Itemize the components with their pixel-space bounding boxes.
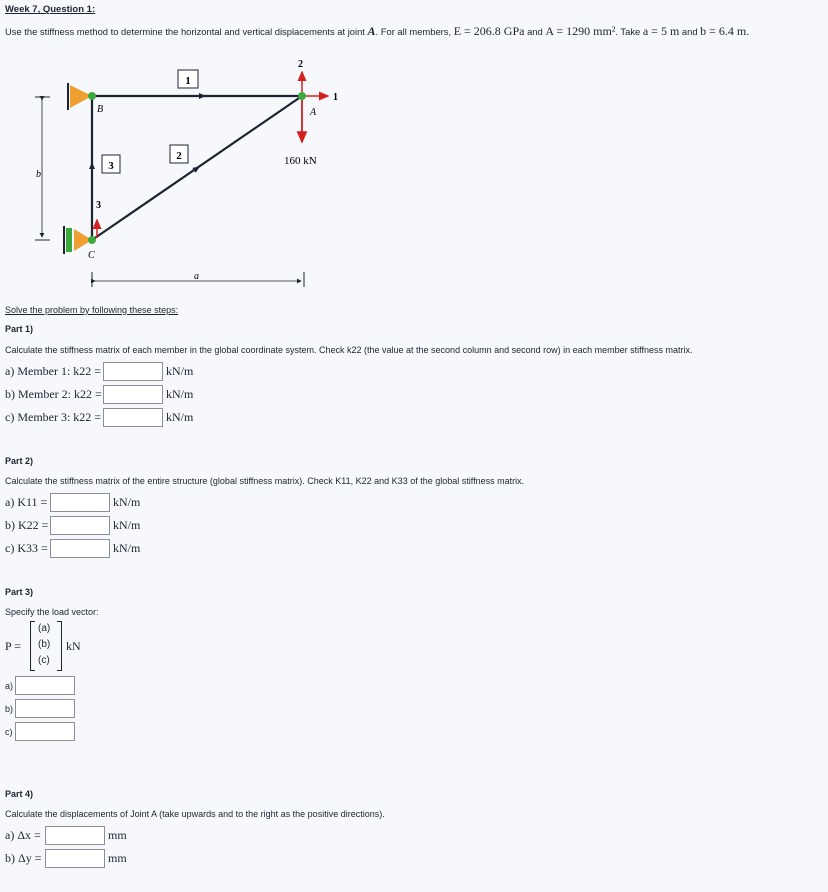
part3-c-label: c) <box>5 727 13 737</box>
part4-b-unit: mm <box>108 851 127 865</box>
part1-heading: Part 1) <box>5 324 34 334</box>
part3-b-input[interactable] <box>15 699 75 718</box>
part3-b-label: b) <box>5 704 14 714</box>
part1-b-input[interactable] <box>103 385 163 404</box>
load-vector-lhs: P = <box>5 639 21 653</box>
part3-c-input[interactable] <box>15 722 75 741</box>
joint-c-label: C <box>88 250 95 261</box>
part2-c-unit: kN/m <box>113 541 141 555</box>
part2-c-input[interactable] <box>50 539 110 558</box>
part4-text: Calculate the displacements of Joint A (take upwards and to the right as the positive directions). <box>5 809 385 819</box>
dim-b-label: b <box>36 169 41 180</box>
part2-b-input[interactable] <box>50 516 110 535</box>
dof-2-label: 2 <box>298 59 303 70</box>
part2-b-label: b) K22 = <box>5 518 49 532</box>
part3-a-label: a) <box>5 681 14 691</box>
part2-a-unit: kN/m <box>113 495 141 509</box>
question-intro: Use the stiffness method to determine the horizontal and vertical displacements at joint A. For all members, E = 206.8 GPa and A = 1290 mm². Take a = 5 m and b = 6.4 m. <box>5 24 750 38</box>
member-2-label: 2 <box>176 150 182 162</box>
part1-a-label: a) Member 1: k22 = <box>5 364 102 378</box>
load-label: 160 kN <box>284 155 317 167</box>
part4-a-label: a) Δx = <box>5 828 41 842</box>
part2-c-label: c) K33 = <box>5 541 48 555</box>
part1-a-input[interactable] <box>103 362 163 381</box>
member-3-label: 3 <box>108 160 114 172</box>
load-vector-entry-b: (b) <box>38 639 51 650</box>
question-title: Week 7, Question 1: <box>5 4 96 15</box>
part2-a-label: a) K11 = <box>5 495 48 509</box>
part4-a-input[interactable] <box>45 826 105 845</box>
part2-a-input[interactable] <box>50 493 110 512</box>
member-1-label: 1 <box>185 75 191 87</box>
joint-b-label: B <box>97 104 104 115</box>
truss-figure <box>0 50 420 300</box>
member-2-arrow <box>180 167 199 180</box>
part4-a-unit: mm <box>108 828 127 842</box>
part3-heading: Part 3) <box>5 587 34 597</box>
part4-b-label: b) Δy = <box>5 851 42 865</box>
node-a <box>298 92 306 100</box>
dof-3-label: 3 <box>96 200 101 211</box>
part2-b-unit: kN/m <box>113 518 141 532</box>
roller-c-wheels <box>66 228 72 252</box>
load-vector-unit: kN <box>66 639 81 653</box>
part1-b-unit: kN/m <box>166 387 194 401</box>
part1-c-label: c) Member 3: k22 = <box>5 410 102 424</box>
node-c <box>88 236 96 244</box>
joint-a-label: A <box>310 107 317 118</box>
part3-a-input[interactable] <box>15 676 75 695</box>
part4-heading: Part 4) <box>5 789 34 799</box>
part2-heading: Part 2) <box>5 456 34 466</box>
part1-c-input[interactable] <box>103 408 163 427</box>
part2-text: Calculate the stiffness matrix of the entire structure (global stiffness matrix). Check K11, K22 and K33 of the global stiffness matrix. <box>5 476 525 486</box>
part4-b-input[interactable] <box>45 849 105 868</box>
part1-c-unit: kN/m <box>166 410 194 424</box>
load-vector-entry-a: (a) <box>38 623 51 634</box>
part3-text: Specify the load vector: <box>5 607 99 617</box>
part1-a-unit: kN/m <box>166 364 194 378</box>
part1-b-label: b) Member 2: k22 = <box>5 387 102 401</box>
load-vector-brackets <box>30 621 62 671</box>
node-b <box>88 92 96 100</box>
load-vector-entry-c: (c) <box>38 655 50 666</box>
dim-a-label: a <box>194 271 199 282</box>
part1-text: Calculate the stiffness matrix of each member in the global coordinate system. Check k22 (the value at the second column and second row) in each member stiffness matrix. <box>5 345 693 355</box>
steps-heading: Solve the problem by following these steps: <box>5 305 179 315</box>
dof-1-label: 1 <box>333 92 338 103</box>
